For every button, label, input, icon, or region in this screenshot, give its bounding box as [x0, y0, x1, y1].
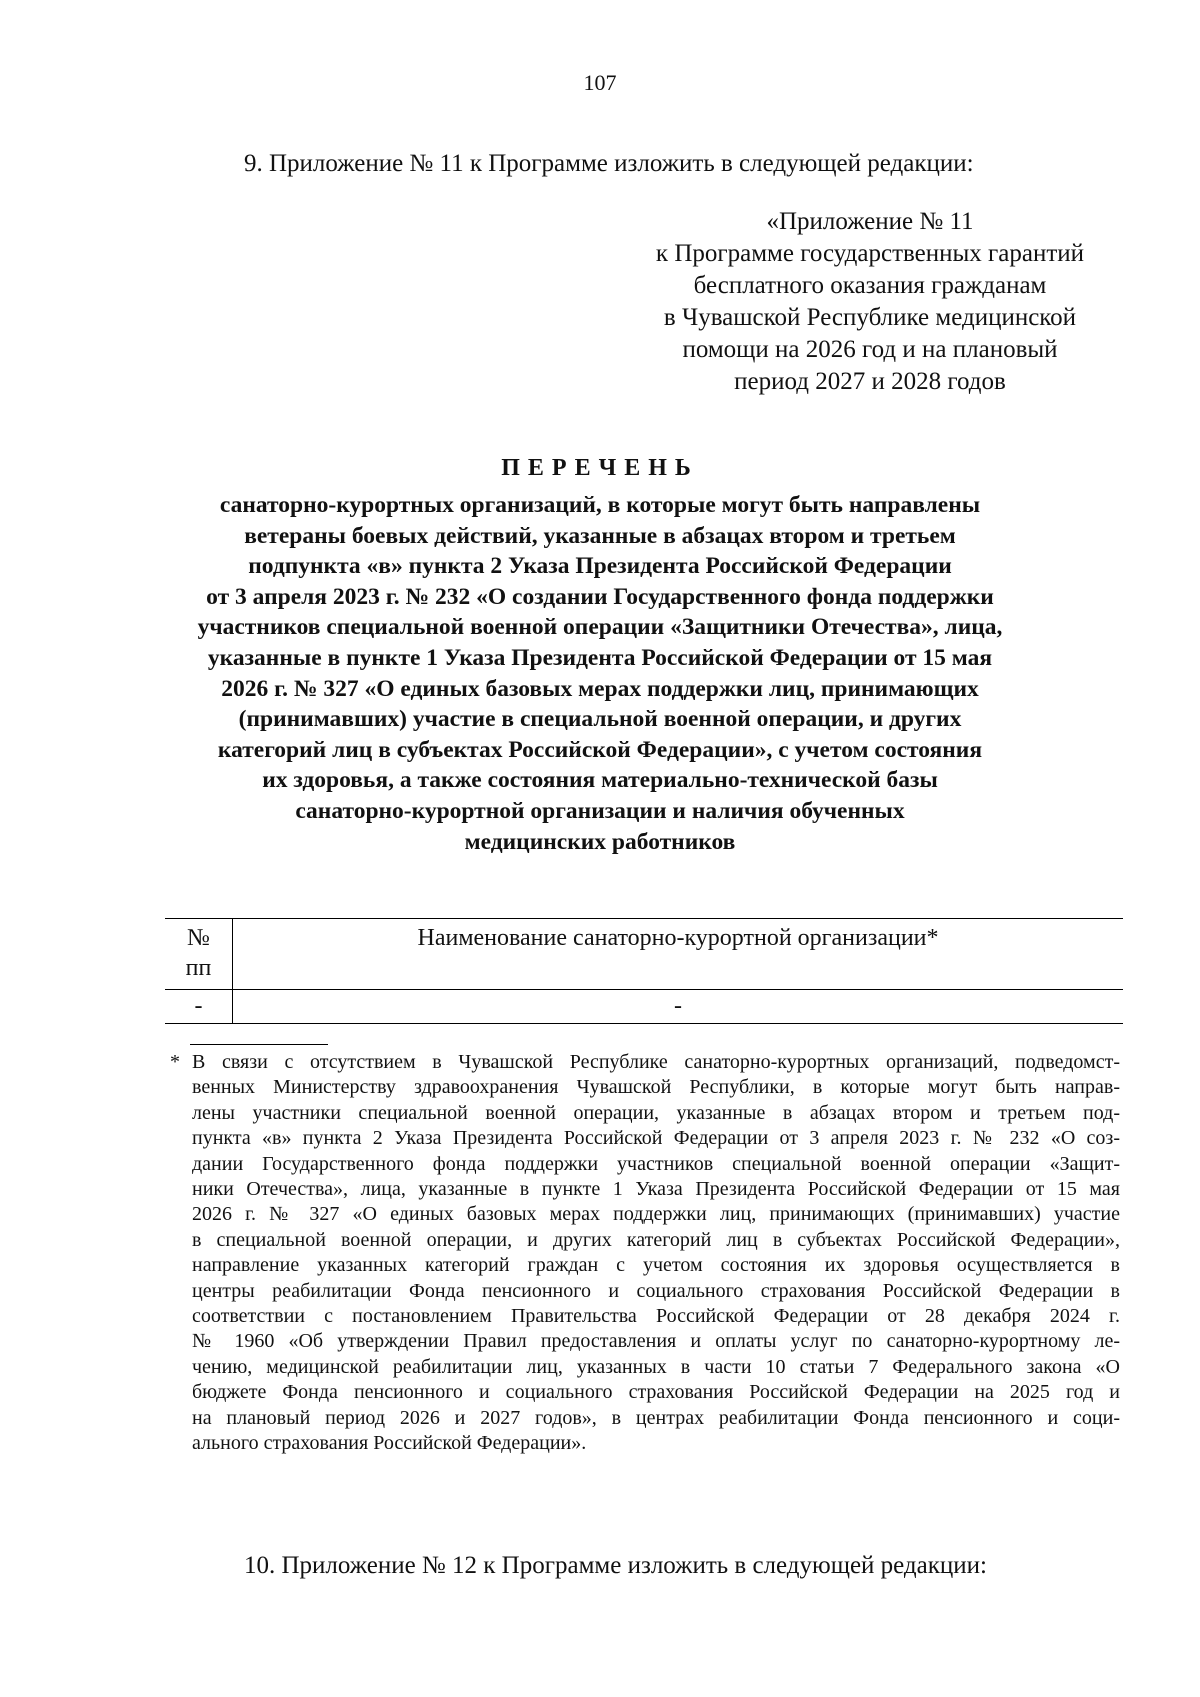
list-subtitle [150, 490, 1050, 857]
footnote-line: направление указанных категорий граждан с учетом состояния их здоровья осуществляется в [192, 1254, 1120, 1277]
header-name-cell: Наименование санаторно-курортной организации* [233, 919, 1124, 990]
footnote-line: чению, медицинской реабилитации лиц, указанных в части 10 статьи 7 Федерального закона «О [192, 1355, 1120, 1378]
list-subtitle-line: подпункта «в» пункта 2 Указа Президента Российской Федерации [248, 553, 952, 580]
item-9-text: 9. Приложение № 11 к Программе изложить в следующей редакции: [244, 150, 974, 177]
footnote-line: ники Отечества», лица, указанные в пункте 1 Указа Президента Российской Федерации от 15 мая [192, 1178, 1120, 1201]
footnote-line: на плановый период 2026 и 2027 годов», в центрах реабилитации Фонда пенсионного и соци- [192, 1406, 1120, 1429]
page-number: 107 [583, 70, 617, 95]
appendix-header-line: «Приложение № 11 [766, 208, 974, 235]
header-number-label: № [187, 925, 210, 951]
row-name-cell: - [233, 990, 1124, 1024]
appendix-header-line: помощи на 2026 год и на плановый [682, 336, 1058, 363]
appendix-header-line: бесплатного оказания гражданам [693, 272, 1047, 299]
list-subtitle-line: от 3 апреля 2023 г. № 232 «О создании Государственного фонда поддержки [206, 583, 994, 610]
footnote-line: В связи с отсутствием в Чувашской Республике санаторно-курортных организаций, подведомст- [192, 1051, 1120, 1073]
list-subtitle-line: санаторно-курортных организаций, в которые могут быть направлены [219, 492, 981, 518]
footnote-line: в специальной военной операции, и других категорий лиц в субъектах Российской Федерации», [192, 1228, 1120, 1251]
table-header-row [165, 919, 1123, 990]
footnote-body [192, 1050, 1120, 1457]
appendix-header-line: период 2027 и 2028 годов [734, 368, 1006, 395]
header-number-cell [165, 919, 233, 990]
footnote-line: № 1960 «Об утверждении Правил предоставления и оплаты услуг по санаторно-курортному ле- [192, 1330, 1120, 1353]
appendix-header-line: к Программе государственных гарантий [655, 240, 1085, 267]
table-row [165, 990, 1123, 1024]
list-subtitle-line: участников специальной военной операции «Защитники Отечества», лица, [197, 614, 1003, 641]
list-subtitle-line: указанные в пункте 1 Указа Президента Российской Федерации от 15 мая [207, 644, 993, 671]
footnote-line: ального страхования Российской Федерации». [192, 1432, 587, 1455]
list-subtitle-line: ветераны боевых действий, указанные в абзацах втором и третьем [244, 522, 956, 549]
item-10-text: 10. Приложение № 12 к Программе изложить в следующей редакции: [244, 1552, 987, 1579]
list-subtitle-line: их здоровья, а также состояния материально-технической базы [262, 767, 938, 794]
list-title: ПЕРЕЧЕНЬ [501, 455, 699, 481]
list-subtitle-line: категорий лиц в субъектах Российской Федерации», с учетом состояния [217, 736, 983, 763]
footnote-line: центры реабилитации Фонда пенсионного и социального страхования Российской Федерации в [192, 1279, 1120, 1302]
footnote-line: венных Министерству здравоохранения Чувашской Республики, в которые могут быть направ- [192, 1076, 1120, 1099]
organizations-table [165, 918, 1123, 1024]
footnote-mark: * [170, 1051, 180, 1073]
list-subtitle-line: (принимавших) участие в специальной военной операции, и других [238, 706, 962, 733]
appendix-header [590, 206, 1150, 398]
footnote-line: соответствии с постановлением Правительства Российской Федерации от 28 декабря 2024 г. [192, 1305, 1120, 1328]
list-subtitle-line: 2026 г. № 327 «О единых базовых мерах поддержки лиц, принимающих [221, 675, 979, 702]
footnote [170, 1050, 1120, 1457]
footnote-line: 2026 г. № 327 «О единых базовых мерах поддержки лиц, принимающих (принимавших) участие [192, 1203, 1120, 1226]
list-subtitle-line: санаторно-курортной организации и наличия обученных [295, 797, 905, 824]
footnote-line: дании Государственного фонда поддержки участников специальной военной операции «Защит- [192, 1152, 1120, 1175]
list-subtitle-line: медицинских работников [464, 828, 736, 855]
footnote-line: бюджете Фонда пенсионного и социального страхования Российской Федерации на 2025 год и [192, 1381, 1120, 1404]
footnote-line: пункта «в» пункта 2 Указа Президента Российской Федерации от 3 апреля 2023 г. № 232 «О соз- [192, 1127, 1120, 1150]
appendix-header-line: в Чувашской Республике медицинской [663, 304, 1077, 331]
footnote-line: лены участники специальной военной операции, указанные в абзацах втором и третьем под- [192, 1101, 1120, 1124]
row-number-cell: - [165, 990, 233, 1024]
header-number-label: пп [185, 955, 212, 981]
footnote-divider [190, 1044, 328, 1045]
